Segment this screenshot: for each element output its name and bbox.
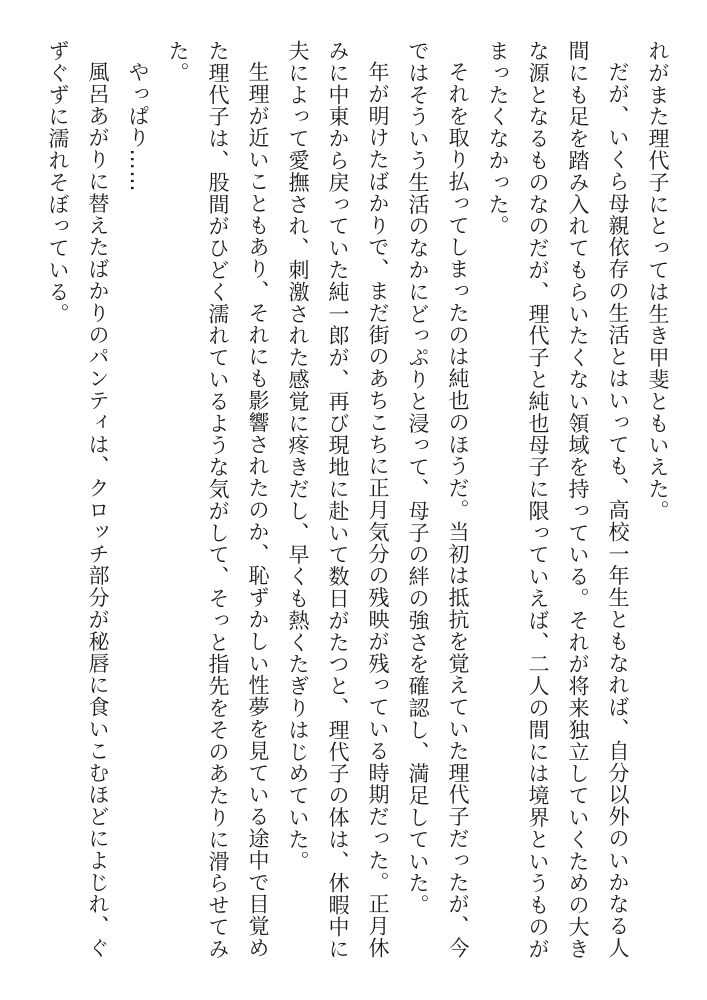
- paragraph-3: それを取り払ってしまったのは純也のほうだ。当初は抵抗を覚えていた理代子だったが、今ではそういう生活のなかにどっぷりと浸って、母子の絆の強さを確認し、満足していた。: [406, 40, 470, 959]
- paragraph-2: だが、いくら母親依存の生活とはいっても、高校一年生ともなれば、自分以外のいかなる人間にも足を踏み入れてもらいたくない領域を持っている。それが将来独立していくための大きな源となるものなのだが、理代子と純也母子に限っていえば、二人の間には境界というものがまったくなかった。: [486, 40, 630, 960]
- paragraph-7: 風呂あがりに替えたばかりのパンティは、クロッチ部分が秘唇に食いこむほどによじれ、ぐずぐずに濡れそぼっている。: [46, 40, 110, 959]
- paragraph-5: 生理が近いこともあり、それにも影響されたのか、恥ずかしい性夢を見ている途中で目覚めた理代子は、股間がひどく濡れているような気がして、そっと指先をそのあたりに滑らせてみた。: [166, 40, 270, 960]
- vertical-text-body: [42, 40, 678, 970]
- paragraph-1: れがまた理代子にとっては生き甲斐ともいえた。: [646, 40, 670, 522]
- paragraph-4: 年が明けたばかりで、まだ街のあちこちに正月気分の残映が残っている時期だった。正月休みに中東から戻っていた純一郎が、再び現地に赴いて数日がたつと、理代子の体は、休暇中に夫によって愛撫され、刺激された感覚に疼きだし、早くも熱くたぎりはじめていた。: [286, 40, 390, 960]
- paragraph-6: やっぱり……: [126, 61, 150, 193]
